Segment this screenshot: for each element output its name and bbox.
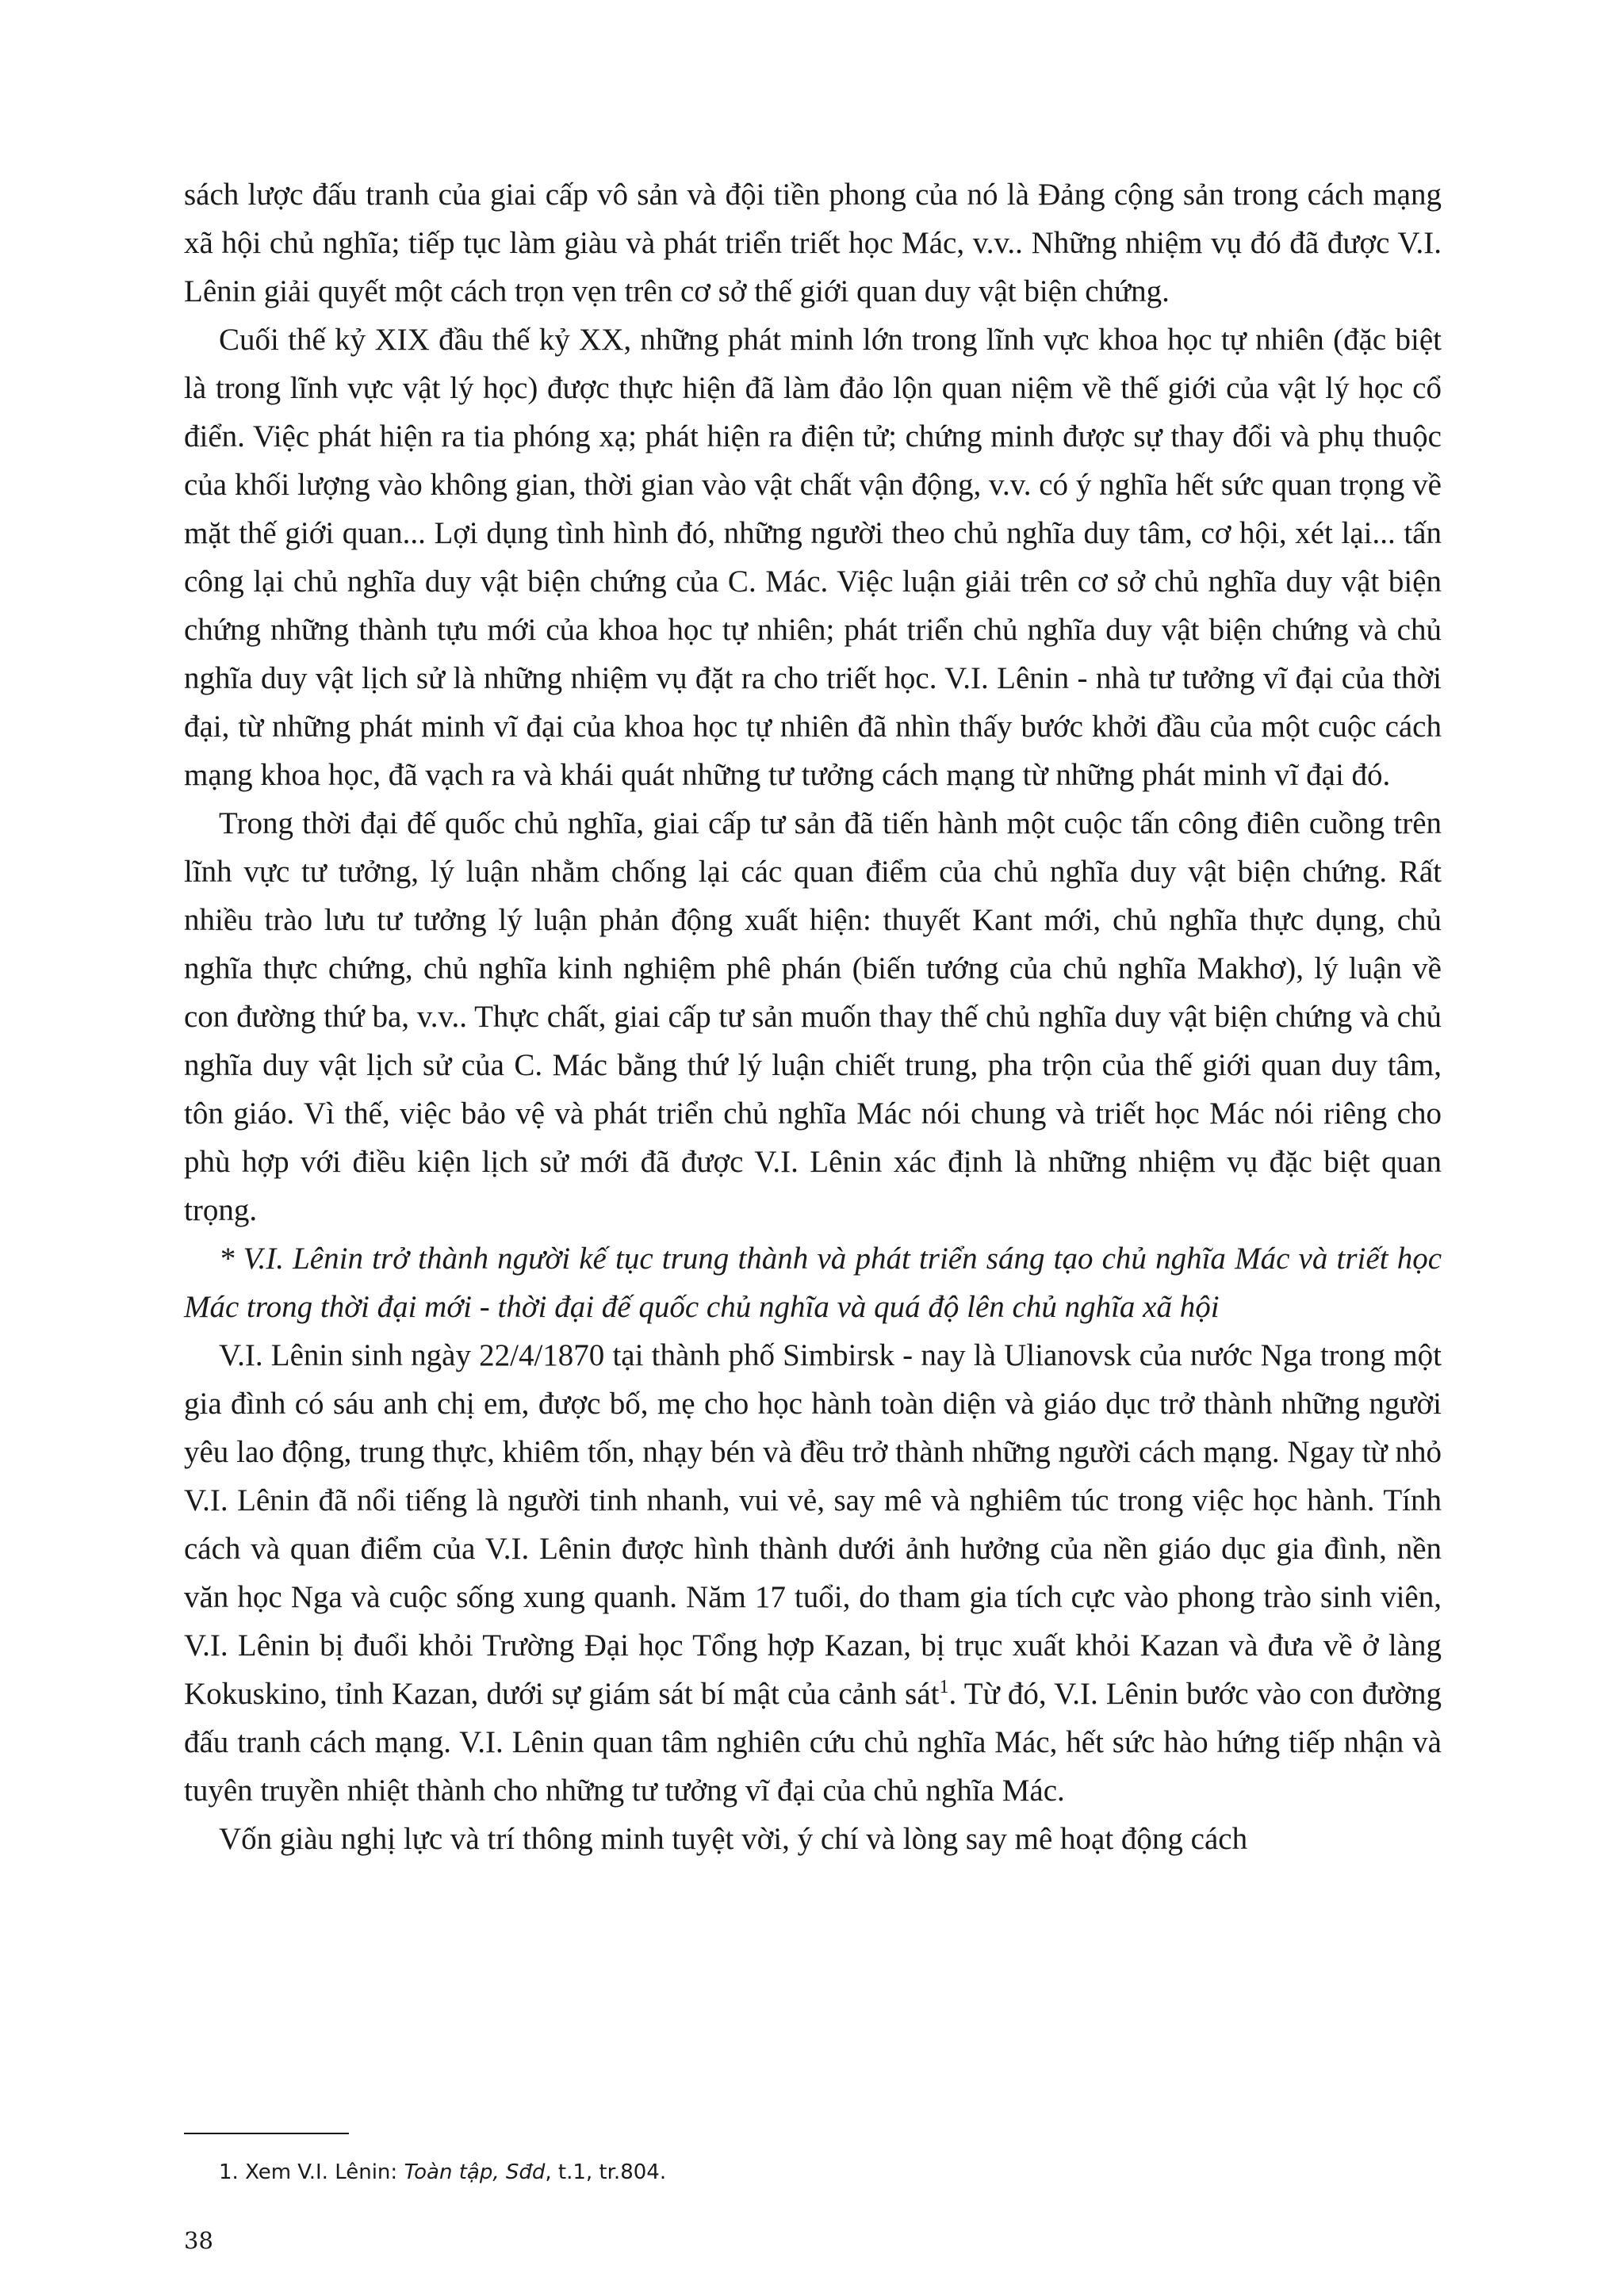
footnote-suffix: , t.1, tr.804. <box>545 2160 667 2184</box>
footnote-italic-title: Toàn tập, Sđd <box>404 2160 546 2184</box>
footnote-prefix: 1. Xem V.I. Lênin: <box>219 2160 404 2184</box>
paragraph-lenin-biography <box>184 1331 1442 1815</box>
paragraph-lenin-will: Vốn giàu nghị lực và trí thông minh tuyệt vời, ý chí và lòng say mê hoạt động cách <box>219 1822 1248 1856</box>
footnote-divider <box>184 2133 349 2134</box>
footnote <box>219 2158 1408 2187</box>
paragraph-physics-discoveries: Cuối thế kỷ XIX đầu thế kỷ XX, những phát minh lớn trong lĩnh vực khoa học tự nhiên (đặc biệt là trong lĩnh vực vật lý học) được thực hiện đã làm đảo lộn quan niệm về thế giới của vật lý học cổ điển. Việc phát hiện ra tia phóng xạ; phát hiện ra điện tử; chứng minh được sự thay đổi và phụ thuộc của khối lượng vào không gian, thời gian vào vật chất vận động, v.v. có ý nghĩa hết sức quan trọng về mặt thế giới quan... Lợi dụng tình hình đó, những người theo chủ nghĩa duy tâm, cơ hội, xét lại... tấn công lại chủ nghĩa duy vật biện chứng của C. Mác. Việc luận giải trên cơ sở chủ nghĩa duy vật biện chứng những thành tựu mới của khoa học tự nhiên; phát triển chủ nghĩa duy vật biện chứng và chủ nghĩa duy vật lịch sử là những nhiệm vụ đặt ra cho triết học. V.I. Lênin - nhà tư tưởng vĩ đại của thời đại, từ những phát minh vĩ đại của khoa học tự nhiên đã nhìn thấy bước khởi đầu của một cuộc cách mạng khoa học, đã vạch ra và khái quát những tư tưởng cách mạng từ những phát minh vĩ đại đó. <box>184 323 1442 792</box>
footnote-reference[interactable]: 1 <box>939 1677 949 1697</box>
body-text <box>184 170 1442 1863</box>
section-heading-lenin-successor: * V.I. Lênin trở thành người kế tục trung thành và phát triển sáng tạo chủ nghĩa Mác và triết học Mác trong thời đại mới - thời đại đế quốc chủ nghĩa và quá độ lên chủ nghĩa xã hội <box>184 1242 1442 1324</box>
paragraph-imperialism-ideology: Trong thời đại đế quốc chủ nghĩa, giai cấp tư sản đã tiến hành một cuộc tấn công điên cuồng trên lĩnh vực tư tưởng, lý luận nhằm chống lại các quan điểm của chủ nghĩa duy vật biện chứng. Rất nhiều trào lưu tư tưởng lý luận phản động xuất hiện: thuyết Kant mới, chủ nghĩa thực dụng, chủ nghĩa thực chứng, chủ nghĩa kinh nghiệm phê phán (biến tướng của chủ nghĩa Makhơ), lý luận về con đường thứ ba, v.v.. Thực chất, giai cấp tư sản muốn thay thế chủ nghĩa duy vật biện chứng và chủ nghĩa duy vật lịch sử của C. Mác bằng thứ lý luận chiết trung, pha trộn của thế giới quan duy tâm, tôn giáo. Vì thế, việc bảo vệ và phát triển chủ nghĩa Mác nói chung và triết học Mác nói riêng cho phù hợp với điều kiện lịch sử mới đã được V.I. Lênin xác định là những nhiệm vụ đặc biệt quan trọng. <box>184 806 1442 1227</box>
paragraph-continuation: sách lược đấu tranh của giai cấp vô sản và đội tiền phong của nó là Đảng cộng sản trong cách mạng xã hội chủ nghĩa; tiếp tục làm giàu và phát triển triết học Mác, v.v.. Những nhiệm vụ đó đã được V.I. Lênin giải quyết một cách trọn vẹn trên cơ sở thế giới quan duy vật biện chứng. <box>184 178 1442 308</box>
biography-text-part1: V.I. Lênin sinh ngày 22/4/1870 tại thành phố Simbirsk - nay là Ulianovsk của nước Nga trong một gia đình có sáu anh chị em, được bố, mẹ cho học hành toàn diện và giáo dục trở thành những người yêu lao động, trung thực, khiêm tốn, nhạy bén và đều trở thành những người cách mạng. Ngay từ nhỏ V.I. Lênin đã nổi tiếng là người tinh nhanh, vui vẻ, say mê và nghiêm túc trong việc học hành. Tính cách và quan điểm của V.I. Lênin được hình thành dưới ảnh hưởng của nền giáo dục gia đình, nền văn học Nga và cuộc sống xung quanh. Năm 17 tuổi, do tham gia tích cực vào phong trào sinh viên, V.I. Lênin bị đuổi khỏi Trường Đại học Tổng hợp Kazan, bị trục xuất khỏi Kazan và đưa về ở làng Kokuskino, tỉnh Kazan, dưới sự giám sát bí mật của cảnh sát <box>184 1338 1442 1711</box>
biography-text-part2: . Từ đó, V.I. Lênin bước vào con đường đấu tranh cách mạng. V.I. Lênin quan tâm nghiên cứu chủ nghĩa Mác, hết sức hào hứng tiếp nhận và tuyên truyền nhiệt thành cho những tư tưởng vĩ đại của chủ nghĩa Mác. <box>184 1677 1442 1808</box>
page-number: 38 <box>184 2227 213 2254</box>
